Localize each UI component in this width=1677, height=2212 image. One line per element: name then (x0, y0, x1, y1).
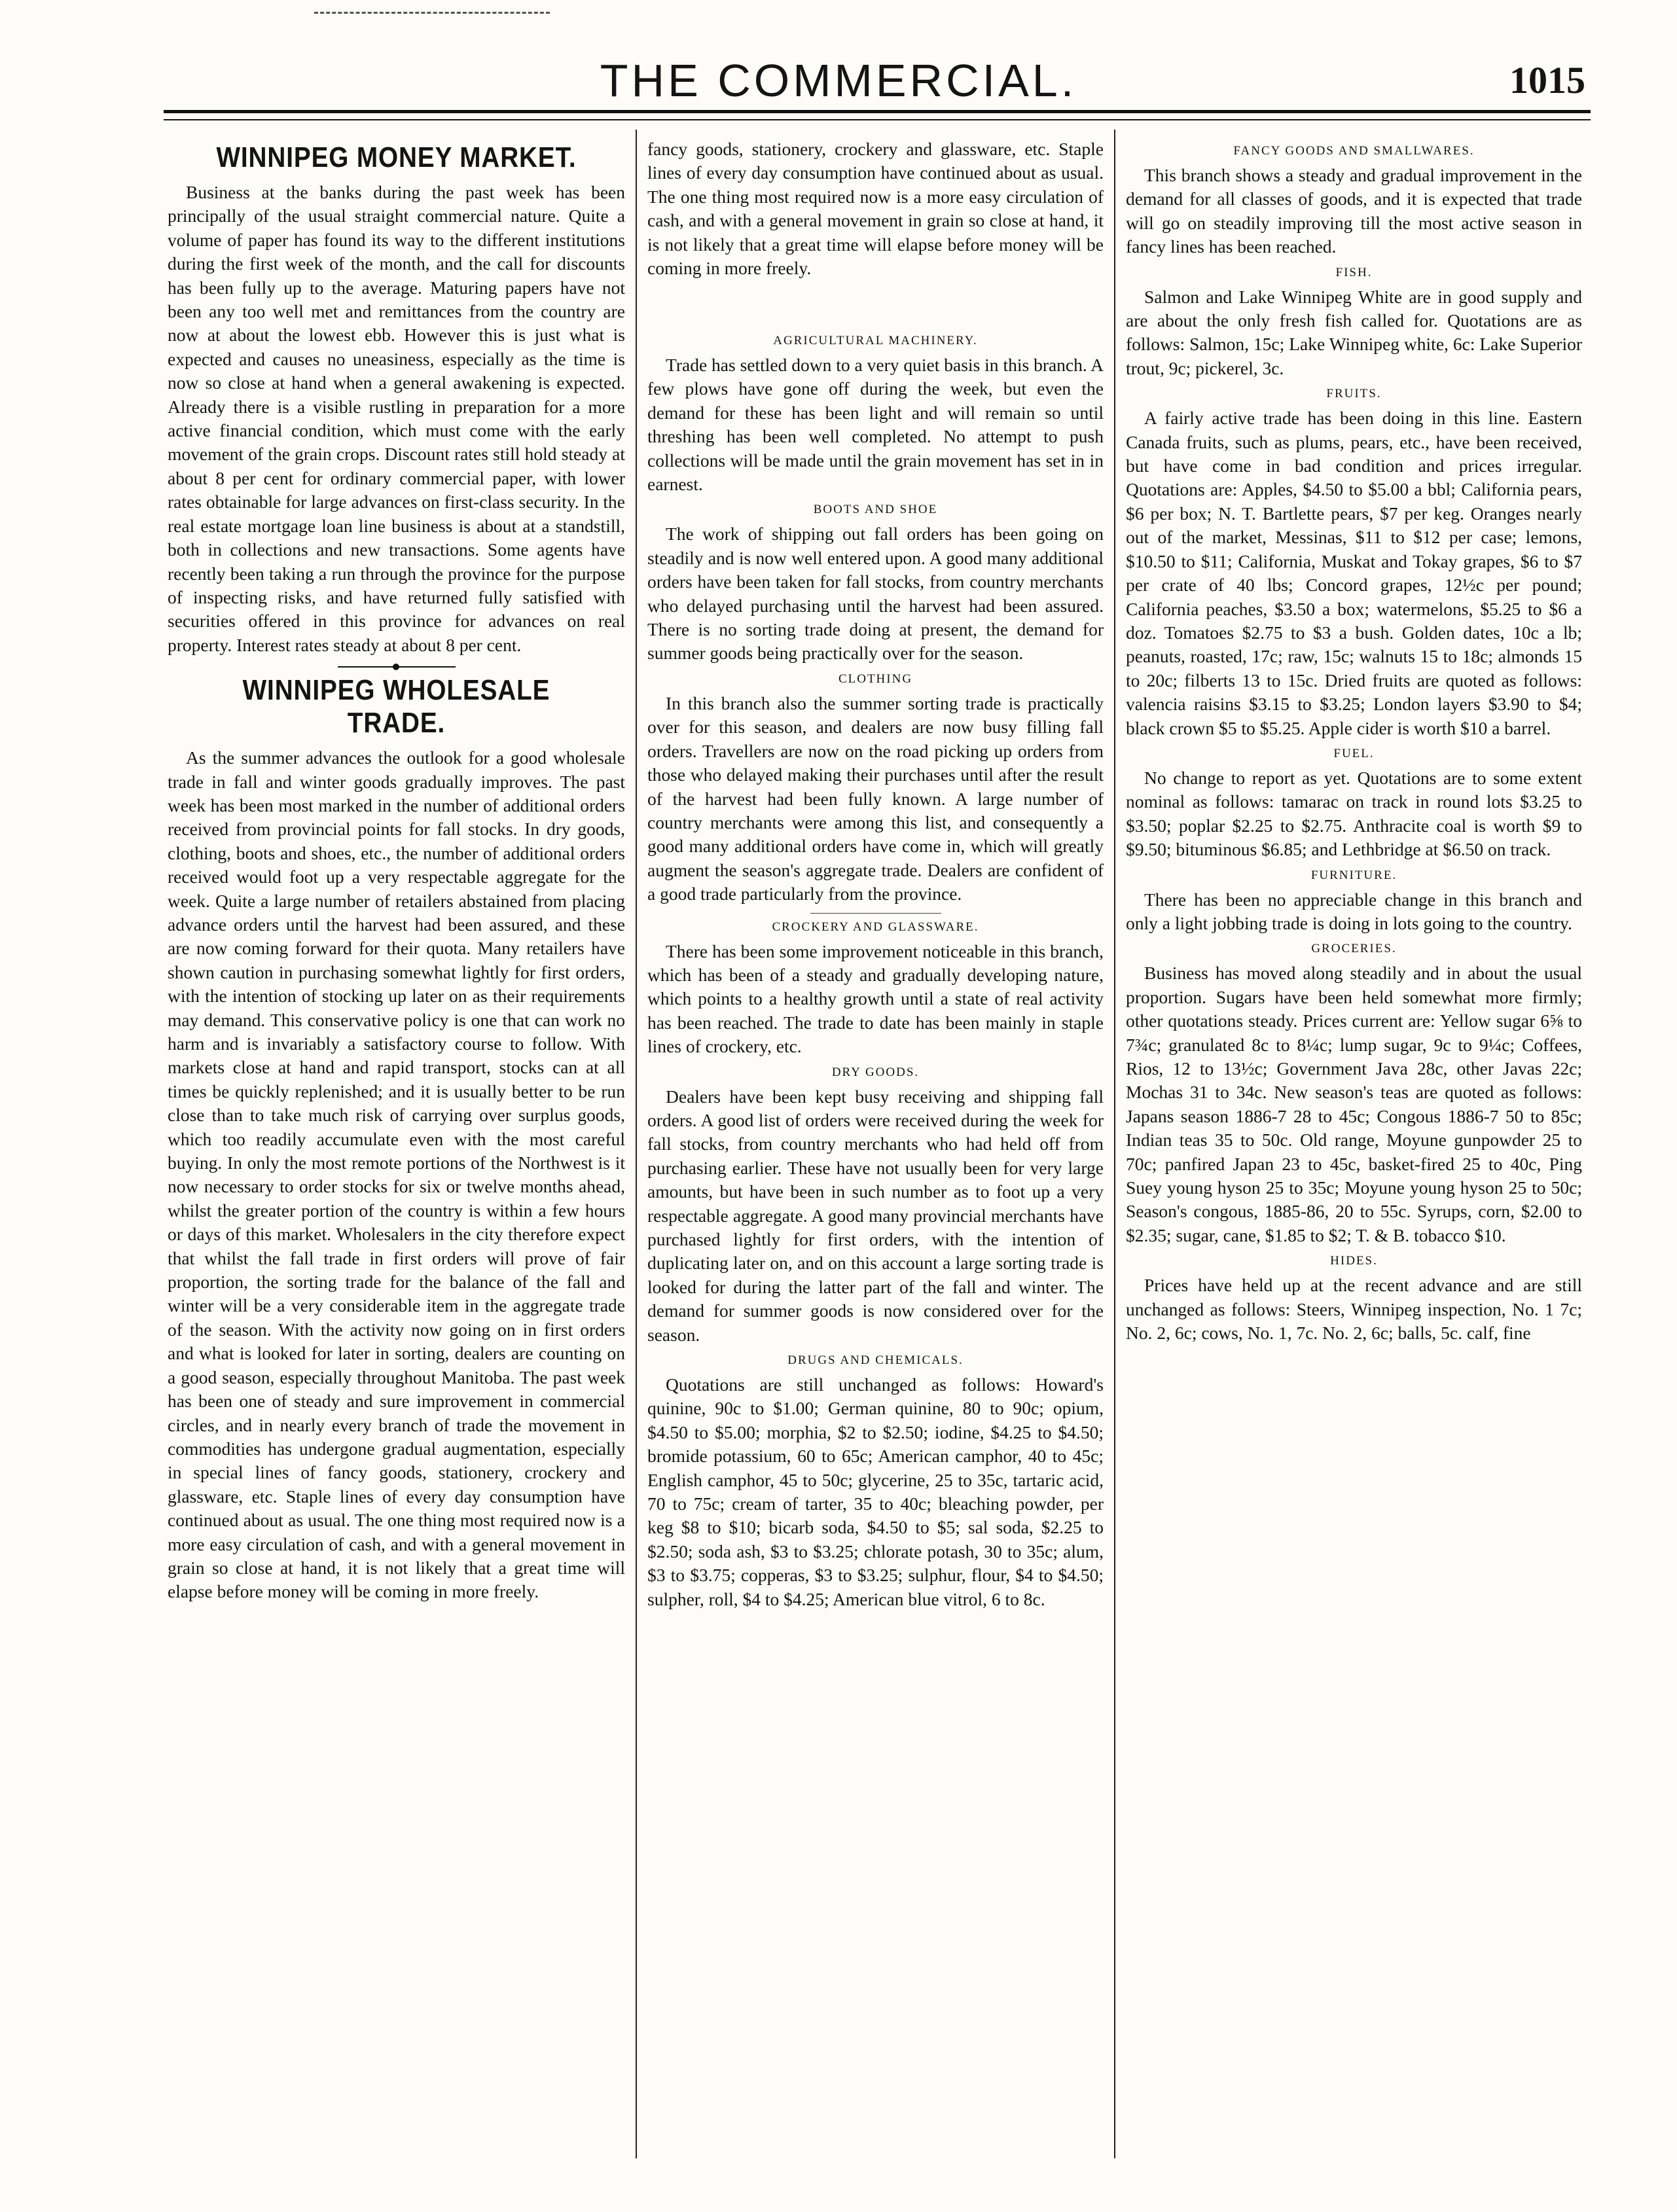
section-heading-fruits: FRUITS. (1326, 387, 1382, 401)
wholesale-trade-body: As the summer advances the outlook for a good wholesale trade in fall and winter goods gradually improves. The past week has been most marked in the number of additional orders received from provincial points for fall stocks. In dry goods, clothing, boots and shoes, etc., the number of additional orders received would foot up a very respectable aggregate for the week. Quite a large number of retailers abstained from placing advance orders until the harvest had been assured, and these are now coming forward for their quota. Many retailers have shown caution in purchasing somewhat lightly for first orders, with the intention of stocking up later on as their requirements may demand. This conservative policy is one that can work no harm and is invariably a satisfactory course to follow. With markets close at hand and rapid transport, stocks can at all times be quickly replenished; and it is usually better to be run close than to take much risk of carrying over surplus goods, which too readily accumulate even with the most careful buying. In only the most remote portions of the Northwest is it now necessary to order stocks for six or twelve months ahead, whilst the greater portion of the country is within a few hours or days of this market. Wholesalers in the city therefore expect that whilst the fall trade in first orders will prove of fair proportion, the sorting trade for the balance of the fall and winter will be a very considerable item in the aggregate trade of the season. With the activity now going on in first orders and what is looked for later in sorting, dealers are counting on a good season, especially throughout Manitoba. The past week has been one of steady and sure improvement in commercial circles, and in nearly every branch of trade the movement in commodities has undergone gradual augmentation, especially in special lines of fancy goods, stationery, crockery and glassware, etc. Staple lines of every day consumption have continued about as usual. The one thing most required now is a more easy circulation of cash, and with a general movement in grain so close at hand, it is not likely that a great time will elapse before money will be coming in more freely. (168, 747, 625, 1602)
section-body-groceries: Business has moved along steadily and in about the usual proportion. Sugars have been held somewhat more firmly; other quotations steady. Prices current are: Yellow sugar 6⅝ to 7¾c; granulated 8c to 8¼c; lump sugar, 9c to 9¼c; Coffees, Rios, 12 to 13½c; Government Java 28c, other Javas 22c; Mochas 31 to 34c. New season's teas are quoted as follows: Japans season 1886-7 28 to 45c; Congous 1886-7 50 to 85c; Indian teas 35 to 50c. Old range, Moyune gunpowder 25 to 70c; panfired Japan 23 to 45c, basket-fired 25 to 40c, Ping Suey young hyson 25 to 35c; Moyune young hyson 25 to 50c; Season's congous, 1885-86, 20 to 55c. Syrups, corn, $2.00 to $2.35; sugar, cane, $1.85 to $2; T. & B. tobacco $10. (1126, 963, 1582, 1245)
section-heading-fancy-goods: FANCY GOODS AND SMALLWARES. (1233, 144, 1475, 158)
article-divider (338, 666, 456, 668)
section-body-fuel: No change to report as yet. Quotations are to some extent nominal as follows: tamarac on track in round lots $3.25 to $3.50; poplar $2.25 to $2.75. Anthracite coal is worth $9 to $9.50; bituminous $6.85; and Lethbridge at $6.50 on track. (1126, 767, 1582, 860)
columns (157, 130, 1594, 2158)
section-heading-agricultural-machinery: AGRICULTURAL MACHINERY. (773, 334, 978, 348)
publication-title: THE COMMERCIAL. (600, 55, 1077, 106)
section-body-agricultural-machinery: Trade has settled down to a very quiet basis in this branch. A few plows have gone off during the week, but even the demand for these has been light and will remain so until threshing has been well completed. No attempt to push collections will be made until the grain movement has set in in earnest. (647, 355, 1104, 495)
section-body-crockery: There has been some improvement noticeable in this branch, which has been of a steady and gradually developing nature, which points to a healthy growth until a state of real activity has been reached. The trade to date has been mainly in staple lines of crockery, etc. (647, 940, 1104, 1057)
section-body-hides: Prices have held up at the recent advance and are still unchanged as follows: Steers, Winnipeg inspection, No. 1 7c; No. 2, 6c; cows, No. 1, 7c. No. 2, 6c; balls, 5c. calf, fine (1126, 1275, 1582, 1344)
section-body-fancy-goods: This branch shows a steady and gradual improvement in the demand for all classes of goods, and it is expected that trade will go on steadily improving till the most active season in fancy lines has been reached. (1126, 165, 1582, 257)
section-body-fruits: A fairly active trade has been doing in this line. Eastern Canada fruits, such as plums, pears, etc., have been received, but have come in bad condition and prices irregular. Quotations are: Apples, $4.50 to $5.00 a bbl; California pears, $6 per box; N. T. Bartlette pears, $7 per keg. Oranges nearly out of the market, Messinas, $11 to $12 per case; lemons, $10.50 to $11; California, Muskat and Tokay grapes, $6 to $7 per crate of 40 lbs; Concord grapes, 12½c per pound; California peaches, $3.50 a box; watermelons, $5.25 to $6 a doz. Tomatoes $2.75 to $3 a bush. Golden dates, 10c a lb; peanuts, roasted, 17c; raw, 15c; walnuts 15 to 18c; almonds 15 to 20c; filberts 13 to 15c. Dried fruits are quoted as follows: valencia raisins $3.15 to $3.25; London layers $3.90 to $4; black crown $5 to $5.25. Apple cider is worth $10 a barrel. (1126, 408, 1582, 738)
masthead-rule-thin (164, 119, 1591, 120)
section-heading-hides: HIDES. (1330, 1254, 1378, 1268)
column-3 (1114, 130, 1593, 2158)
section-heading-dry-goods: DRY GOODS. (831, 1065, 920, 1079)
wholesale-trade-continued: fancy goods, stationery, crockery and glassware, etc. Staple lines of every day consumption have continued about as usual. The one thing most required now is a more easy circulation of cash, and with a general movement in grain so close at hand, it is not likely that a great time will elapse before money will be coming in more freely. (647, 139, 1104, 279)
money-market-heading: WINNIPEG MONEY MARKET. (216, 141, 577, 173)
section-heading-fuel: FUEL. (1333, 746, 1375, 760)
section-heading-boots-and-shoes: BOOTS AND SHOE (813, 503, 938, 517)
section-body-fish: Salmon and Lake Winnipeg White are in good supply and are about the only fresh fish called for. Quotations are as follows: Salmon, 15c; Lake Winnipeg white, 6c: Lake Superior trout, 9c; pickerel, 3c. (1126, 286, 1582, 378)
section-separator (810, 913, 941, 914)
section-heading-fish: FISH. (1335, 265, 1373, 279)
section-heading-drugs: DRUGS AND CHEMICALS. (787, 1353, 964, 1368)
masthead (0, 51, 1677, 110)
column-1 (157, 130, 636, 2158)
print-mark (314, 12, 550, 14)
section-body-dry-goods: Dealers have been kept busy receiving and shipping fall orders. A good list of orders were received during the week for fall stocks, from country merchants who had held off from purchasing earlier. These have not usually been for very large amounts, but have been in such number as to foot up a very respectable aggregate. A good many provincial merchants have purchased lightly for first orders, with the intention of duplicating later on, and on this account a large sorting trade is looked for during the latter part of the fall and winter. The demand for summer goods is now considered over for the season. (647, 1086, 1104, 1345)
section-body-drugs: Quotations are still unchanged as follows: Howard's quinine, 90c to $1.00; German quinine, 80 to 90c; opium, $4.50 to $5.00; morphia, $2 to $2.50; iodine, $4.25 to $4.50; bromide potassium, 60 to 65c; American camphor, 40 to 45c; English camphor, 45 to 50c; glycerine, 25 to 35c, tartaric acid, 70 to 75c; cream of tarter, 35 to 40c; bleaching powder, per keg $8 to $10; bicarb soda, $4.50 to $5; sal soda, $2.25 to $2.50; soda ash, $3 to $3.25; chlorate potash, 30 to 35c; alum, $3 to $3.75; copperas, $3 to $3.25; sulphur, flour, $4 to $4.50; sulpher, roll, $4 to $4.25; American blue vitrol, 6 to 8c. (647, 1374, 1104, 1609)
section-heading-furniture: FURNITURE. (1310, 868, 1398, 882)
section-body-clothing: In this branch also the summer sorting trade is practically over for this season, and dealers are now busy filling fall orders. Travellers are now on the road picking up orders from those who delayed making their purchases until after the result of the harvest had been fully known. A large number of country merchants were among this list, and consequently a good many additional orders have come in, which will greatly augment the season's aggregate trade. Dealers are confident of a good trade particularly from the province. (647, 692, 1104, 904)
wholesale-trade-heading: WINNIPEG WHOLESALE TRADE. (242, 674, 550, 740)
money-market-body: Business at the banks during the past week has been principally of the usual straight commercial nature. Quite a volume of paper has found its way to the different institutions during the first week of the month, and the call for discounts has been fully up to the average. Maturing papers have not been any too well met and remittances from the country are now at about the lowest ebb. However this is just what is expected and causes no uneasiness, especially as the time is now so close at hand when a general awakening is expected. Already there is a visible rustling in preparation for a more active financial condition, which must come with the early movement of the grain crops. Discount rates still hold steady at about 8 per cent for ordinary commercial paper, with lower rates obtainable for large advances on first-class security. In the real estate mortgage loan line business is about at a standstill, both in collections and new transactions. Some agents have recently been taking a run through the province for the purpose of inspecting risks, and have returned fully satisfied with securities offered in this province for advances on real property. Interest rates steady at about 8 per cent. (168, 182, 625, 655)
column-2 (636, 130, 1114, 2158)
section-heading-crockery: CROCKERY AND GLASSWARE. (772, 919, 979, 934)
masthead-rule-thick (164, 110, 1591, 113)
section-body-furniture: There has been no appreciable change in this branch and only a light jobbing trade is doing in lots going to the country. (1126, 889, 1582, 933)
page-number: 1015 (1509, 59, 1585, 101)
section-body-boots-and-shoes: The work of shipping out fall orders has been going on steadily and is now well entered upon. A good many additional orders have been taken for fall stocks, from country merchants who delayed purchasing until the harvest had been assured. There is no sorting trade doing at present, the demand for summer goods being practically over for the season. (647, 524, 1104, 664)
section-heading-clothing: CLOTHING (838, 671, 913, 686)
section-heading-groceries: GROCERIES. (1311, 942, 1397, 956)
